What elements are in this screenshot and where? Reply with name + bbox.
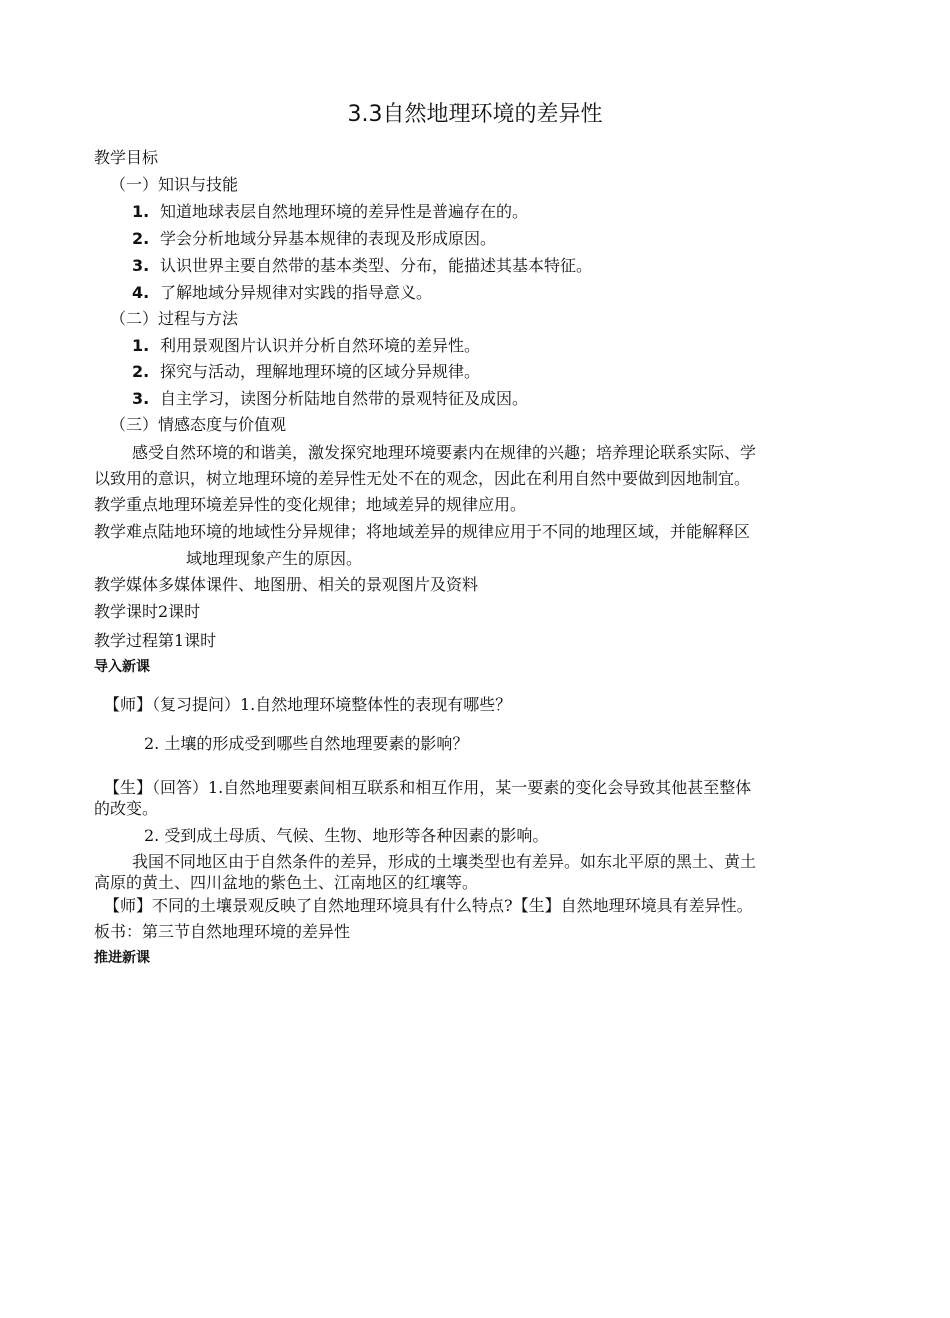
page-title: 3.3自然地理环境的差异性: [347, 102, 603, 127]
list-item: [132, 202, 528, 222]
teacher-question-1: 【师】（复习提问）1.自然地理环境整体性的表现有哪些？: [104, 695, 512, 714]
list-item: [132, 283, 432, 303]
list-number: 2.: [132, 229, 150, 248]
list-item: [132, 229, 496, 249]
difficulty-line-1: 教学难点陆地环境的地域性分异规律；将地域差异的规律应用于不同的地理区域，并能解释区: [94, 522, 751, 541]
section-knowledge-heading: （一）知识与技能: [110, 175, 239, 194]
list-number: 2.: [132, 362, 150, 381]
attitude-line-2: 以致用的意识，树立地理环境的差异性无处不在的观念，因此在利用自然中要做到因地制宜。: [94, 469, 751, 488]
list-text: 利用景观图片认识并分析自然环境的差异性。: [160, 336, 481, 355]
list-text: 自主学习，读图分析陆地自然带的景观特征及成因。: [160, 389, 529, 408]
key-point: 教学重点地理环境差异性的变化规律；地域差异的规律应用。: [94, 495, 527, 514]
student-answer-2: 2. 受到成土母质、气候、生物、地形等各种因素的影响。: [144, 826, 549, 845]
attitude-line-1: 感受自然环境的和谐美，激发探究地理环境要素内在规律的兴趣；培养理论联系实际、学: [132, 443, 757, 462]
teaching-process: 教学过程第1课时: [94, 631, 217, 650]
list-item: [132, 389, 528, 409]
intro-heading: 导入新课: [94, 659, 150, 675]
list-text: 知道地球表层自然地理环境的差异性是普遍存在的。: [160, 202, 529, 221]
list-number: 1.: [132, 336, 150, 355]
section-attitude-heading: （三）情感态度与价值观: [110, 415, 287, 434]
section-process-heading: （二）过程与方法: [110, 309, 239, 328]
list-text: 探究与活动，理解地理环境的区域分异规律。: [160, 362, 481, 381]
goals-heading: 教学目标: [94, 148, 159, 167]
soil-paragraph-line-1: 我国不同地区由于自然条件的差异，形成的土壤类型也有差异。如东北平原的黑土、黄土: [132, 852, 757, 871]
list-number: 3.: [132, 389, 150, 408]
teacher-student-exchange: 【师】不同的土壤景观反映了自然地理环境具有什么特点?【生】自然地理环境具有差异性。: [104, 896, 753, 915]
list-number: 3.: [132, 256, 150, 275]
soil-paragraph-line-2: 高原的黄土、四川盆地的紫色土、江南地区的红壤等。: [94, 873, 479, 892]
board-note: 板书：第三节自然地理环境的差异性: [94, 922, 351, 941]
list-text: 了解地域分异规律对实践的指导意义。: [160, 283, 433, 302]
list-item: [132, 256, 592, 276]
list-number: 1.: [132, 202, 150, 221]
list-number: 4.: [132, 283, 150, 302]
teaching-media: 教学媒体多媒体课件、地图册、相关的景观图片及资料: [94, 575, 479, 594]
teaching-hours: 教学课时2课时: [94, 602, 201, 621]
list-item: [132, 336, 480, 356]
difficulty-line-2: 域地理现象产生的原因。: [186, 549, 363, 568]
list-item: [132, 362, 480, 382]
student-answer-1-line-2: 的改变。: [94, 799, 159, 818]
student-answer-1-line-1: 【生】（回答）1.自然地理要素间相互联系和相互作用，某一要素的变化会导致其他甚至整体: [104, 778, 752, 797]
list-text: 认识世界主要自然带的基本类型、分布，能描述其基本特征。: [160, 256, 593, 275]
advance-heading: 推进新课: [94, 950, 150, 966]
list-text: 学会分析地域分异基本规律的表现及形成原因。: [160, 229, 497, 248]
teacher-question-2: 2. 土壤的形成受到哪些自然地理要素的影响？: [144, 734, 469, 753]
